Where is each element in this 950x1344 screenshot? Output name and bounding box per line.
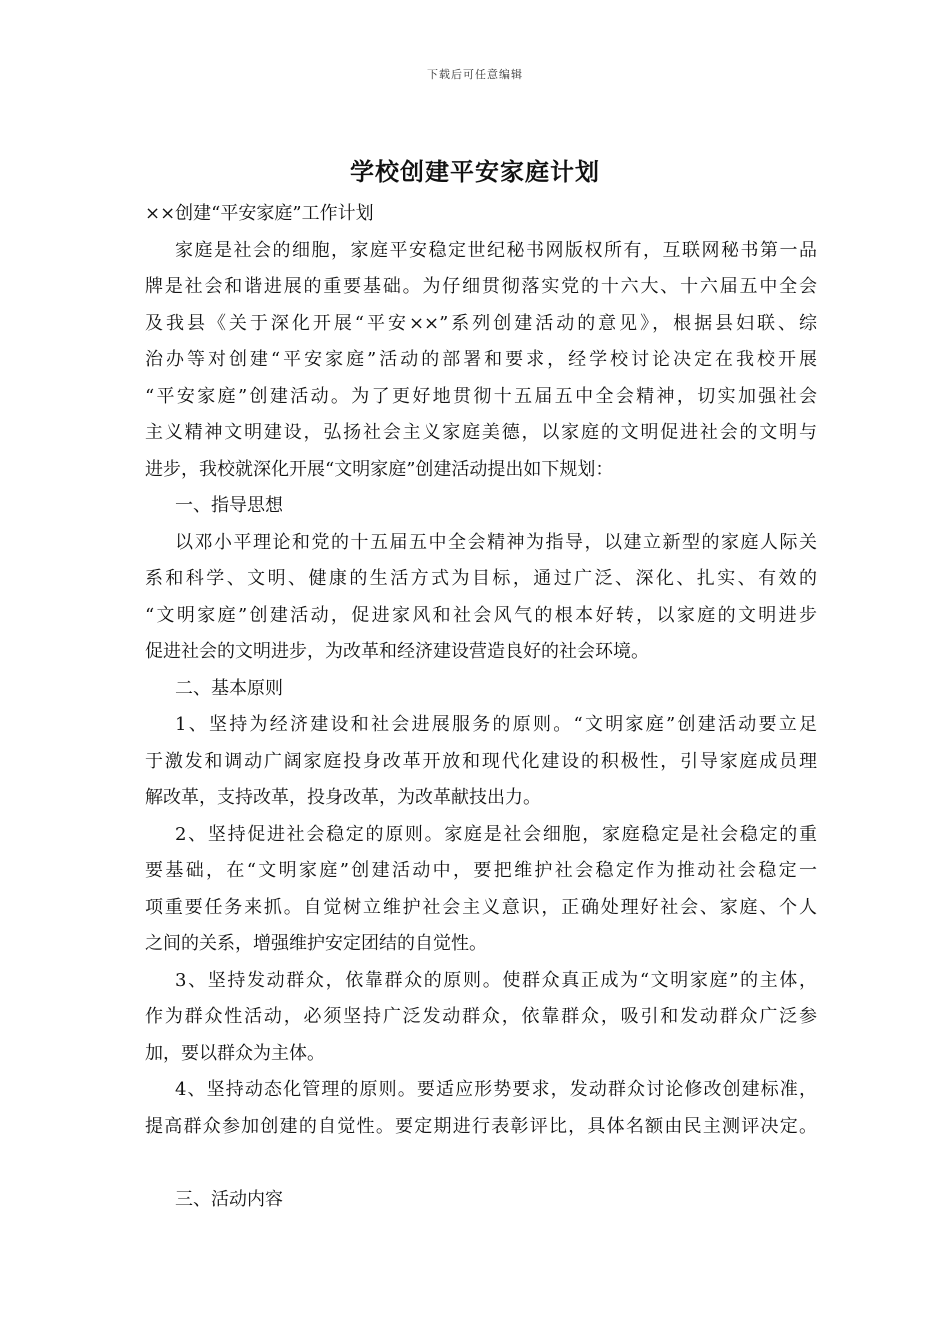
intro-line: 牌是社会和谐进展的重要基础。为仔细贯彻落实党的十六大、十六届五中全会 <box>145 276 817 297</box>
intro-line: 治办等对创建“平安家庭”活动的部署和要求，经学校讨论决定在我校开展 <box>145 349 817 370</box>
blank-line <box>145 1145 817 1182</box>
intro-line: 主义精神文明建设，弘扬社会主义家庭美德，以家庭的文明促进社会的文明与 <box>145 422 817 443</box>
principle4-line: 4、坚持动态化管理的原则。要适应形势要求，发动群众讨论修改创建标准， <box>175 1079 817 1100</box>
principle1-line: 1、坚持为经济建设和社会进展服务的原则。“文明家庭”创建活动要立足 <box>175 714 817 735</box>
principle2-line: 要基础，在“文明家庭”创建活动中，要把维护社会稳定作为推动社会稳定一 <box>145 860 817 881</box>
section1-line: 促进社会的文明进步，为改革和经济建设营造良好的社会环境。 <box>145 641 649 662</box>
document-body <box>145 196 817 1218</box>
intro-line: 进步，我校就深化开展“文明家庭”创建活动提出如下规划： <box>145 458 614 480</box>
header-note: 下载后可任意编辑 <box>427 68 523 81</box>
document-subtitle: ××创建“平安家庭”工作计划 <box>145 203 374 224</box>
principle3-line: 作为群众性活动，必须坚持广泛发动群众，依靠群众，吸引和发动群众广泛参 <box>145 1006 817 1027</box>
principle3-line: 3、坚持发动群众，依靠群众的原则。使群众真正成为“文明家庭”的主体， <box>175 969 817 991</box>
principle2-line: 2、坚持促进社会稳定的原则。家庭是社会细胞，家庭稳定是社会稳定的重 <box>175 823 817 845</box>
section1-line: 以邓小平理论和党的十五届五中全会精神为指导，以建立新型的家庭人际关 <box>175 531 817 553</box>
principle4-line: 提高群众参加创建的自觉性。要定期进行表彰评比，具体名额由民主测评决定。 <box>145 1115 817 1137</box>
principle2-line: 之间的关系，增强维护安定团结的自觉性。 <box>145 933 487 954</box>
principle3-line: 加，要以群众为主体。 <box>145 1042 325 1064</box>
intro-line: 家庭是社会的细胞，家庭平安稳定世纪秘书网版权所有，互联网秘书第一品 <box>175 239 817 261</box>
section-heading-guiding-ideology: 一、指导思想 <box>175 495 283 516</box>
principle1-line: 解改革，支持改革，投身改革，为改革献技出力。 <box>145 787 541 808</box>
intro-line: 及我县《关于深化开展“平安××”系列创建活动的意见》，根据县妇联、综 <box>145 312 817 334</box>
principle2-line: 项重要任务来抓。自觉树立维护社会主义意识，正确处理好社会、家庭、个人 <box>145 896 817 918</box>
principle1-line: 于激发和调动广阔家庭投身改革开放和现代化建设的积极性，引导家庭成员理 <box>145 750 817 772</box>
intro-line: “平安家庭”创建活动。为了更好地贯彻十五届五中全会精神，切实加强社会 <box>145 385 817 407</box>
section-heading-activity-content: 三、活动内容 <box>175 1188 283 1210</box>
section1-line: “文明家庭”创建活动，促进家风和社会风气的根本好转，以家庭的文明进步 <box>145 604 817 626</box>
section1-line: 系和科学、文明、健康的生活方式为目标，通过广泛、深化、扎实、有效的 <box>145 568 817 589</box>
section-heading-basic-principles: 二、基本原则 <box>175 677 283 699</box>
document-title: 学校创建平安家庭计划 <box>350 157 600 186</box>
